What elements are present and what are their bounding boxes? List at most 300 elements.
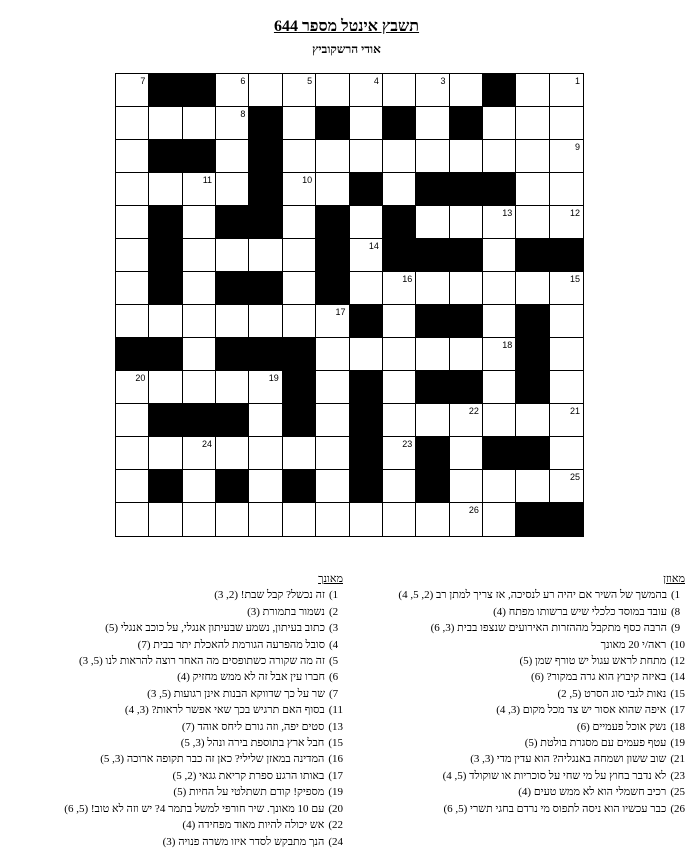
- black-cell: [149, 74, 182, 107]
- black-cell: [216, 470, 249, 503]
- cell-number: 10: [302, 175, 313, 185]
- clue-text: חברו עין אבל זה לא ממש מחזיק (4): [177, 671, 325, 684]
- down-heading: מאונך: [318, 573, 343, 585]
- black-cell: [316, 239, 349, 272]
- grid-cell[interactable]: [516, 206, 549, 239]
- grid-cell[interactable]: [316, 74, 349, 107]
- black-cell: [516, 239, 549, 272]
- black-cell: [516, 437, 549, 470]
- grid-cell[interactable]: [483, 371, 516, 404]
- grid-cell[interactable]: [149, 173, 182, 206]
- grid-cell[interactable]: [516, 140, 549, 173]
- grid-cell[interactable]: [116, 140, 149, 173]
- grid-cell[interactable]: [383, 140, 416, 173]
- grid-cell[interactable]: [283, 173, 316, 206]
- grid-cell[interactable]: [249, 305, 282, 338]
- grid-cell[interactable]: [383, 305, 416, 338]
- clue-number: 10): [670, 638, 685, 651]
- grid-cell[interactable]: [450, 272, 483, 305]
- clue-number: 6): [329, 671, 339, 684]
- clue-number: 15): [670, 687, 685, 700]
- black-cell: [350, 305, 383, 338]
- down-clue: [13, 620, 343, 636]
- grid-cell[interactable]: [383, 503, 416, 536]
- grid-cell[interactable]: [249, 371, 282, 404]
- grid-cell[interactable]: [416, 338, 449, 371]
- cell-number: 2: [507, 76, 513, 86]
- grid-cell[interactable]: [450, 338, 483, 371]
- grid-cell[interactable]: [483, 404, 516, 437]
- clue-number: 21): [670, 753, 685, 766]
- black-cell: [283, 470, 316, 503]
- down-clue: [13, 719, 343, 735]
- clue-number: 17): [670, 704, 685, 717]
- clue-text: סטים יפה, וזה גורם ליחס אוהד (7): [181, 720, 325, 733]
- clue-number: 1): [671, 589, 681, 602]
- cell-number: 11: [202, 175, 213, 185]
- grid-cell[interactable]: [516, 173, 549, 206]
- grid-cell[interactable]: [350, 272, 383, 305]
- black-cell: [350, 173, 383, 206]
- clue-number: 17): [328, 769, 343, 782]
- cell-number: 1: [574, 76, 580, 86]
- grid-cell[interactable]: [350, 74, 383, 107]
- grid-cell[interactable]: [183, 503, 216, 536]
- grid-cell[interactable]: [516, 74, 549, 107]
- grid-cell[interactable]: [483, 305, 516, 338]
- clue-number: 22): [328, 819, 343, 832]
- black-cell: [450, 173, 483, 206]
- black-cell: [283, 371, 316, 404]
- black-cell: [149, 272, 182, 305]
- black-cell: [416, 305, 449, 338]
- clue-text: שוב ששון ושמחה באנגליה? הוא עדין מדי (3, 3): [470, 753, 667, 766]
- clue-text: הנך מתבקש לסדר איזו משרה פנויה (3): [162, 835, 325, 848]
- grid-cell[interactable]: [183, 305, 216, 338]
- clue-number: 5): [329, 655, 339, 668]
- puzzle-author: אודי הרשקוביץ: [312, 42, 381, 56]
- across-clue: [365, 669, 685, 685]
- clue-text: בהמשך של השיר אם יהיה רע לנסיכה, אז צריך למתן רב (2, 5, 4): [398, 589, 667, 602]
- grid-cell[interactable]: [216, 107, 249, 140]
- grid-cell[interactable]: [183, 173, 216, 206]
- grid-cell[interactable]: [283, 437, 316, 470]
- black-cell: [249, 338, 282, 371]
- grid-cell[interactable]: [183, 239, 216, 272]
- black-cell: [516, 503, 549, 536]
- clue-text: כתוב בעיתון, נשמע שבעיתון אנגלי, על כוכב אנגלי (5): [105, 622, 325, 635]
- down-clue: [13, 686, 343, 702]
- clue-text: לא נדבר בחוץ על מי שחי על סוכריות או שוקולד (5, 4): [442, 769, 667, 782]
- across-clue: [365, 719, 685, 735]
- grid-cell[interactable]: [116, 404, 149, 437]
- grid-cell[interactable]: [316, 503, 349, 536]
- cell-number: 15: [569, 274, 580, 284]
- clue-text: באיזה קיבוץ הוא גרה במקור? (6): [531, 671, 667, 684]
- cell-number: 7: [140, 76, 146, 86]
- grid-cell[interactable]: [550, 107, 583, 140]
- down-clue: [13, 587, 343, 603]
- grid-cell[interactable]: [383, 272, 416, 305]
- grid-cell[interactable]: [450, 74, 483, 107]
- grid-cell[interactable]: [183, 371, 216, 404]
- cell-number: 16: [402, 274, 413, 284]
- grid-cell[interactable]: [550, 338, 583, 371]
- down-clue: [13, 817, 343, 833]
- black-cell: [183, 140, 216, 173]
- clue-text: סובל מהפרעה הגורמת להאכלת יתר בבית (7): [137, 638, 325, 651]
- grid-cell[interactable]: [216, 437, 249, 470]
- grid-cell[interactable]: [316, 437, 349, 470]
- grid-cell[interactable]: [350, 107, 383, 140]
- grid-cell[interactable]: [283, 206, 316, 239]
- grid-cell[interactable]: [383, 338, 416, 371]
- black-cell: [183, 404, 216, 437]
- grid-cell[interactable]: [483, 503, 516, 536]
- black-cell: [483, 173, 516, 206]
- black-cell: [383, 239, 416, 272]
- clue-text: נשק אוכל פעמיים (6): [576, 720, 667, 733]
- grid-cell[interactable]: [249, 503, 282, 536]
- grid-cell[interactable]: [216, 503, 249, 536]
- clue-number: 4): [329, 638, 339, 651]
- grid-cell[interactable]: [416, 107, 449, 140]
- grid-cell[interactable]: [116, 470, 149, 503]
- grid-cell[interactable]: [216, 305, 249, 338]
- grid-cell[interactable]: [183, 470, 216, 503]
- grid-cell[interactable]: [283, 503, 316, 536]
- cell-number: 21: [569, 406, 580, 416]
- cell-number: 5: [307, 76, 313, 86]
- grid-cell[interactable]: [183, 338, 216, 371]
- down-clues-section: [13, 571, 343, 850]
- clue-number: 16): [328, 753, 343, 766]
- clue-number: 12): [670, 655, 685, 668]
- grid-cell[interactable]: [283, 272, 316, 305]
- clue-text: עובד במוסד כלכלי שיש ברשותו מפתח (4): [493, 605, 667, 618]
- black-cell: [416, 437, 449, 470]
- black-cell: [216, 338, 249, 371]
- grid-cell[interactable]: [249, 470, 282, 503]
- clue-text: הרבה כסף מתקבל מההזרות האירועים שנצפו בבית (3, 6): [430, 622, 667, 635]
- across-clue: [365, 735, 685, 751]
- cell-number: 19: [268, 373, 279, 383]
- black-cell: [516, 371, 549, 404]
- grid-cell[interactable]: [483, 239, 516, 272]
- clue-number: 14): [670, 671, 685, 684]
- black-cell: [416, 239, 449, 272]
- down-clue: [13, 768, 343, 784]
- clue-text: מספיק! קודם תשתלטי על החיות (5): [173, 786, 325, 799]
- across-clue: [365, 637, 685, 653]
- across-clue: [365, 784, 685, 800]
- grid-cell[interactable]: [350, 503, 383, 536]
- grid-cell[interactable]: [216, 173, 249, 206]
- clue-number: 20): [328, 802, 343, 815]
- black-cell: [350, 404, 383, 437]
- clue-number: 8): [671, 605, 681, 618]
- grid-cell[interactable]: [116, 206, 149, 239]
- clue-number: 18): [670, 720, 685, 733]
- grid-cell[interactable]: [116, 107, 149, 140]
- clue-number: 19): [328, 786, 343, 799]
- grid-cell[interactable]: [283, 107, 316, 140]
- grid-cell[interactable]: [550, 404, 583, 437]
- grid-cell[interactable]: [450, 404, 483, 437]
- grid-cell[interactable]: [416, 503, 449, 536]
- down-clue: [13, 834, 343, 850]
- grid-cell[interactable]: [550, 371, 583, 404]
- black-cell: [249, 206, 282, 239]
- grid-cell[interactable]: [316, 173, 349, 206]
- cell-number: 8: [240, 109, 246, 119]
- clue-text: נאות לגבי סוג הסרט (5, 2): [557, 687, 667, 700]
- grid-cell[interactable]: [383, 371, 416, 404]
- clue-number: 7): [329, 687, 339, 700]
- cell-number: 17: [335, 307, 346, 317]
- down-clue: [13, 735, 343, 751]
- puzzle-title: תשבץ אינטל מספר 644: [273, 18, 420, 35]
- clue-text: איפה שהוא אסור יש צד מכל מקום (3, 4): [496, 704, 667, 717]
- grid-cell[interactable]: [183, 206, 216, 239]
- grid-cell[interactable]: [550, 437, 583, 470]
- clue-number: 2): [329, 605, 339, 618]
- across-clue: [365, 620, 685, 636]
- across-clue: [365, 686, 685, 702]
- black-cell: [149, 206, 182, 239]
- grid-cell[interactable]: [383, 404, 416, 437]
- cell-number: 6: [240, 76, 246, 86]
- grid-cell[interactable]: [383, 437, 416, 470]
- grid-cell[interactable]: [350, 239, 383, 272]
- black-cell: [316, 272, 349, 305]
- black-cell: [450, 107, 483, 140]
- clue-number: 13): [328, 720, 343, 733]
- grid-cell[interactable]: [316, 371, 349, 404]
- grid-cell[interactable]: [116, 371, 149, 404]
- cell-number: 25: [569, 472, 580, 482]
- cell-number: 24: [202, 439, 213, 449]
- black-cell: [183, 74, 216, 107]
- black-cell: [216, 206, 249, 239]
- black-cell: [450, 371, 483, 404]
- clue-number: 3): [329, 622, 339, 635]
- black-cell: [483, 437, 516, 470]
- grid-cell[interactable]: [116, 239, 149, 272]
- grid-cell[interactable]: [249, 74, 282, 107]
- grid-cell[interactable]: [516, 404, 549, 437]
- clue-text: עטף פעמים עם מסגרת בולטת (5): [524, 737, 667, 750]
- down-clue: [13, 702, 343, 718]
- clue-text: ראה/י 20 מאונך: [600, 638, 667, 651]
- grid-cell[interactable]: [116, 503, 149, 536]
- grid-cell[interactable]: [483, 140, 516, 173]
- grid-cell[interactable]: [149, 107, 182, 140]
- clue-text: חבל ארץ בתוספת בירה ונהל (3, 5): [180, 737, 325, 750]
- clue-text: המדינה במאזן שלילי? כאן זה כבר תקופה ארוכה (3, 5): [100, 753, 325, 766]
- grid-cell[interactable]: [383, 470, 416, 503]
- black-cell: [216, 404, 249, 437]
- black-cell: [450, 305, 483, 338]
- grid-cell[interactable]: [550, 206, 583, 239]
- across-heading: מאוזן: [663, 573, 685, 585]
- grid-cell[interactable]: [116, 272, 149, 305]
- down-clue: [13, 637, 343, 653]
- grid-cell[interactable]: [416, 206, 449, 239]
- grid-cell[interactable]: [316, 305, 349, 338]
- grid-cell[interactable]: [216, 74, 249, 107]
- grid-cell[interactable]: [283, 74, 316, 107]
- clue-text: זה נכשל? קבל שבת! (2, 3): [214, 589, 325, 602]
- grid-cell[interactable]: [249, 404, 282, 437]
- cell-number: 22: [468, 406, 479, 416]
- grid-cell[interactable]: [316, 404, 349, 437]
- grid-cell[interactable]: [316, 140, 349, 173]
- grid-cell[interactable]: [216, 140, 249, 173]
- grid-cell[interactable]: [416, 404, 449, 437]
- crossword-grid: [115, 73, 584, 537]
- grid-cell[interactable]: [516, 107, 549, 140]
- grid-cell[interactable]: [483, 338, 516, 371]
- black-cell: [550, 503, 583, 536]
- across-clue: [365, 751, 685, 767]
- across-clue: [365, 587, 685, 603]
- grid-cell[interactable]: [249, 437, 282, 470]
- grid-cell[interactable]: [550, 140, 583, 173]
- black-cell: [149, 338, 182, 371]
- black-cell: [283, 404, 316, 437]
- black-cell: [383, 107, 416, 140]
- grid-cell[interactable]: [283, 305, 316, 338]
- black-cell: [283, 338, 316, 371]
- grid-cell[interactable]: [550, 305, 583, 338]
- black-cell: [516, 305, 549, 338]
- grid-cell[interactable]: [216, 239, 249, 272]
- cell-number: 13: [502, 208, 513, 218]
- across-clue: [365, 604, 685, 620]
- cell-number: 4: [373, 76, 379, 86]
- grid-cell[interactable]: [483, 107, 516, 140]
- clue-number: 15): [328, 737, 343, 750]
- black-cell: [316, 107, 349, 140]
- down-clue: [13, 669, 343, 685]
- black-cell: [216, 272, 249, 305]
- clue-text: מתחת לראש עגול יש טורף שמן (5): [519, 655, 667, 668]
- grid-cell[interactable]: [416, 74, 449, 107]
- grid-cell[interactable]: [149, 371, 182, 404]
- down-clue: [13, 784, 343, 800]
- grid-cell[interactable]: [550, 272, 583, 305]
- cell-number: 9: [574, 142, 580, 152]
- grid-cell[interactable]: [149, 305, 182, 338]
- grid-cell[interactable]: [450, 503, 483, 536]
- cell-number: 23: [402, 439, 413, 449]
- grid-cell[interactable]: [516, 470, 549, 503]
- black-cell: [550, 239, 583, 272]
- grid-cell[interactable]: [183, 272, 216, 305]
- grid-cell[interactable]: [149, 503, 182, 536]
- grid-cell[interactable]: [483, 206, 516, 239]
- black-cell: [350, 371, 383, 404]
- grid-cell[interactable]: [483, 272, 516, 305]
- grid-cell[interactable]: [116, 74, 149, 107]
- grid-cell[interactable]: [116, 437, 149, 470]
- clue-number: 11): [328, 704, 343, 717]
- grid-cell[interactable]: [550, 173, 583, 206]
- grid-cell[interactable]: [483, 470, 516, 503]
- across-clue: [365, 653, 685, 669]
- black-cell: [249, 173, 282, 206]
- across-clues-section: [365, 571, 685, 817]
- clue-number: 26): [670, 802, 685, 815]
- black-cell: [149, 404, 182, 437]
- cell-number: 18: [502, 340, 513, 350]
- grid-cell[interactable]: [450, 140, 483, 173]
- grid-cell[interactable]: [450, 206, 483, 239]
- grid-cell[interactable]: [450, 470, 483, 503]
- grid-cell[interactable]: [116, 305, 149, 338]
- black-cell: [350, 437, 383, 470]
- cell-number: 14: [368, 241, 379, 251]
- across-clue: [365, 702, 685, 718]
- black-cell: [149, 140, 182, 173]
- grid-cell[interactable]: [516, 272, 549, 305]
- grid-cell[interactable]: [183, 437, 216, 470]
- grid-cell[interactable]: [416, 272, 449, 305]
- grid-cell[interactable]: [350, 206, 383, 239]
- black-cell: [350, 470, 383, 503]
- black-cell: [416, 470, 449, 503]
- clue-number: 24): [328, 835, 343, 848]
- clue-number: 9): [671, 622, 681, 635]
- grid-cell[interactable]: [550, 470, 583, 503]
- down-clue: [13, 801, 343, 817]
- grid-cell[interactable]: [316, 470, 349, 503]
- grid-cell[interactable]: [283, 140, 316, 173]
- clue-text: עם 10 מאונך. שיר חורפי למשל בתמר 4? יש וזה לא טוב! (5, 6): [64, 802, 325, 815]
- across-clue: [365, 768, 685, 784]
- cell-number: 3: [440, 76, 446, 86]
- grid-cell[interactable]: [383, 74, 416, 107]
- black-cell: [149, 470, 182, 503]
- grid-cell[interactable]: [283, 239, 316, 272]
- clue-text: כבר עכשיו הוא ניסה לתפוס מי נרדם בחגי תשרי (5, 6): [443, 802, 667, 815]
- black-cell: [249, 107, 282, 140]
- clue-text: בסוף האם תרגיש בכך שאי אפשר לראות? (3, 4): [124, 704, 325, 717]
- grid-cell[interactable]: [183, 107, 216, 140]
- grid-cell[interactable]: [550, 74, 583, 107]
- clue-number: 19): [670, 737, 685, 750]
- down-clue: [13, 751, 343, 767]
- cell-number: 12: [569, 208, 580, 218]
- clue-text: רכיב חשמלי הוא לא ממש טעים (4): [518, 786, 667, 799]
- grid-cell[interactable]: [450, 437, 483, 470]
- grid-cell[interactable]: [216, 371, 249, 404]
- clue-text: נשמור בתמורת (3): [247, 605, 325, 618]
- grid-cell[interactable]: [316, 338, 349, 371]
- clue-text: באותו הרגע ספרת קריאת גגאי (2, 5): [172, 769, 325, 782]
- grid-cell[interactable]: [350, 140, 383, 173]
- grid-cell[interactable]: [416, 140, 449, 173]
- down-clue: [13, 604, 343, 620]
- grid-cell[interactable]: [249, 239, 282, 272]
- black-cell: [450, 239, 483, 272]
- grid-cell[interactable]: [149, 437, 182, 470]
- grid-cell[interactable]: [116, 173, 149, 206]
- black-cell: [116, 338, 149, 371]
- grid-cell[interactable]: [350, 338, 383, 371]
- grid-cell[interactable]: [383, 173, 416, 206]
